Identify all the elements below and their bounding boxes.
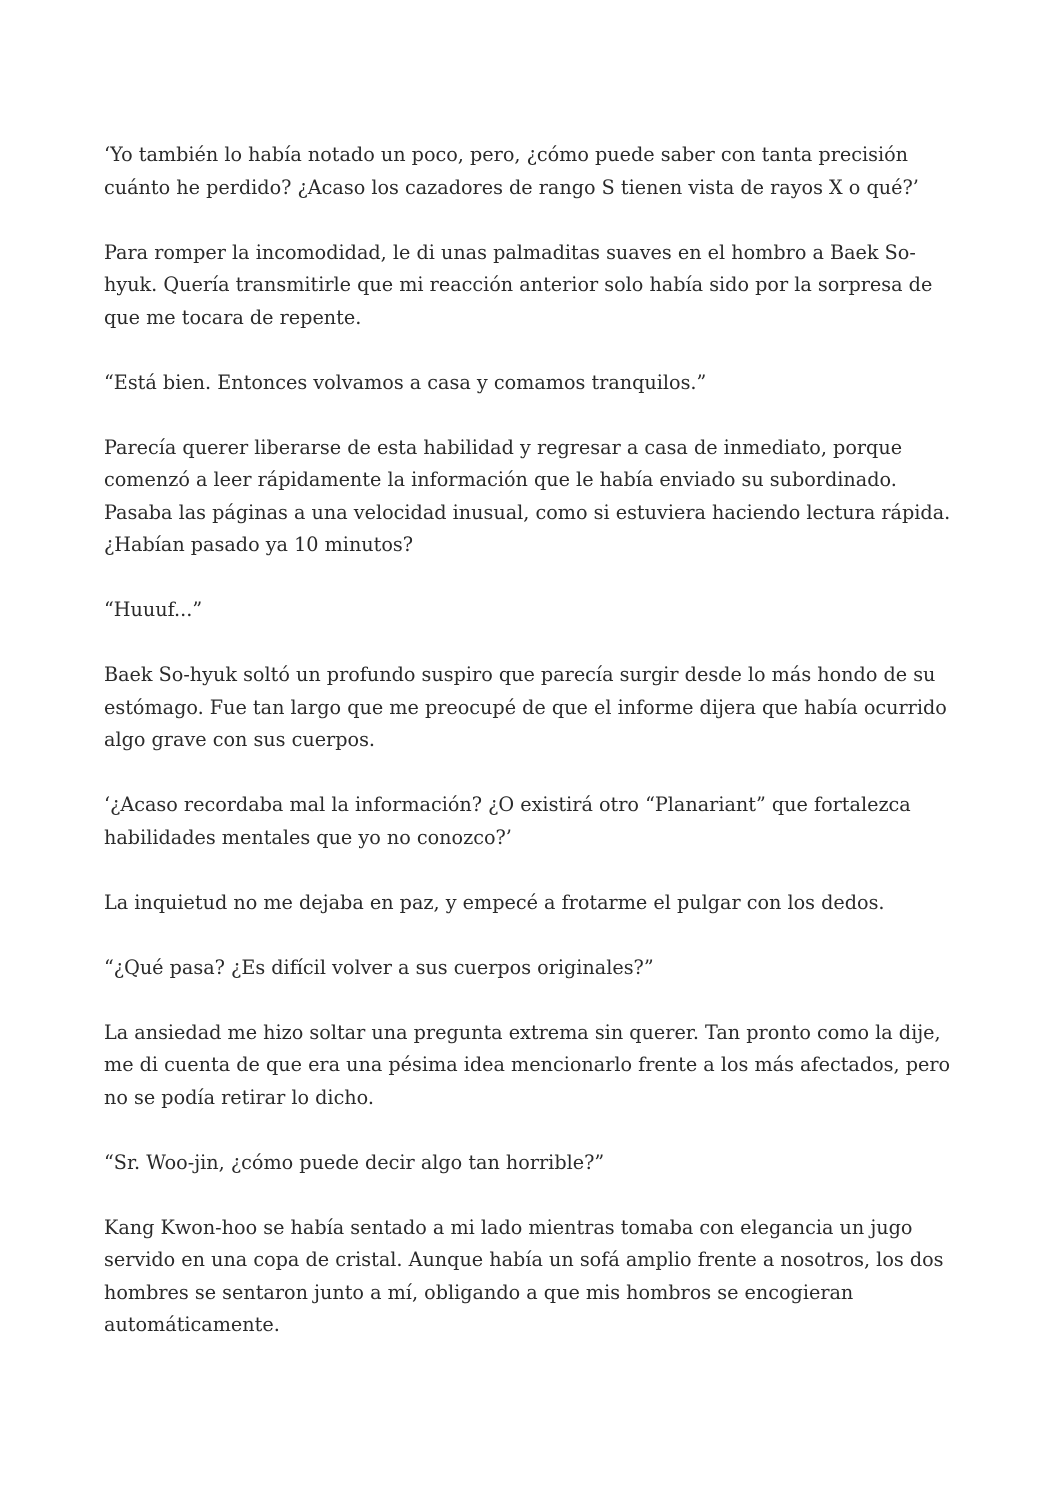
paragraph: Baek So-hyuk soltó un profundo suspiro que parecía surgir desde lo más hondo de su estómago. Fue tan largo que me preocupé de que el informe dijera que había ocurrido algo grave con sus cuerpos. xyxy=(104,663,947,751)
paragraph: Kang Kwon-hoo se había sentado a mi lado mientras tomaba con elegancia un jugo servido en una copa de cristal. Aunque había un sofá amplio frente a nosotros, los dos hombres se sentaron junto a mí, obligando a que mis hombros se encogieran automáticamente. xyxy=(104,1215,944,1336)
document-body xyxy=(104,139,954,1342)
paragraph: Parecía querer liberarse de esta habilidad y regresar a casa de inmediato, porque comenzó a leer rápidamente la información que le había enviado su subordinado. Pasaba las páginas a una velocidad inusual, como si estuviera haciendo lectura rápida. ¿Habían pasado ya 10 minutos? xyxy=(104,435,951,556)
paragraph: La inquietud no me dejaba en paz, y empecé a frotarme el pulgar con los dedos. xyxy=(104,890,885,914)
paragraph: ‘¿Acaso recordaba mal la información? ¿O existirá otro “Planariant” que fortalezca habilidades mentales que yo no conozco?’ xyxy=(104,793,911,849)
paragraph: “Está bien. Entonces volvamos a casa y comamos tranquilos.” xyxy=(104,370,707,394)
paragraph: “Huuuf...” xyxy=(104,598,203,621)
paragraph: “¿Qué pasa? ¿Es difícil volver a sus cuerpos originales?” xyxy=(104,955,654,979)
paragraph: “Sr. Woo-jin, ¿cómo puede decir algo tan horrible?” xyxy=(104,1150,605,1174)
paragraph: La ansiedad me hizo soltar una pregunta extrema sin querer. Tan pronto como la dije, me di cuenta de que era una pésima idea mencionarlo frente a los más afectados, pero no se podía retirar lo dicho. xyxy=(104,1020,951,1109)
paragraph: Para romper la incomodidad, le di unas palmaditas suaves en el hombro a Baek So-hyuk. Quería transmitirle que mi reacción anterior solo había sido por la sorpresa de que me tocara de repente. xyxy=(104,240,933,329)
paragraph: ‘Yo también lo había notado un poco, pero, ¿cómo puede saber con tanta precisión cuánto he perdido? ¿Acaso los cazadores de rango S tienen vista de rayos X o qué?’ xyxy=(104,143,919,199)
